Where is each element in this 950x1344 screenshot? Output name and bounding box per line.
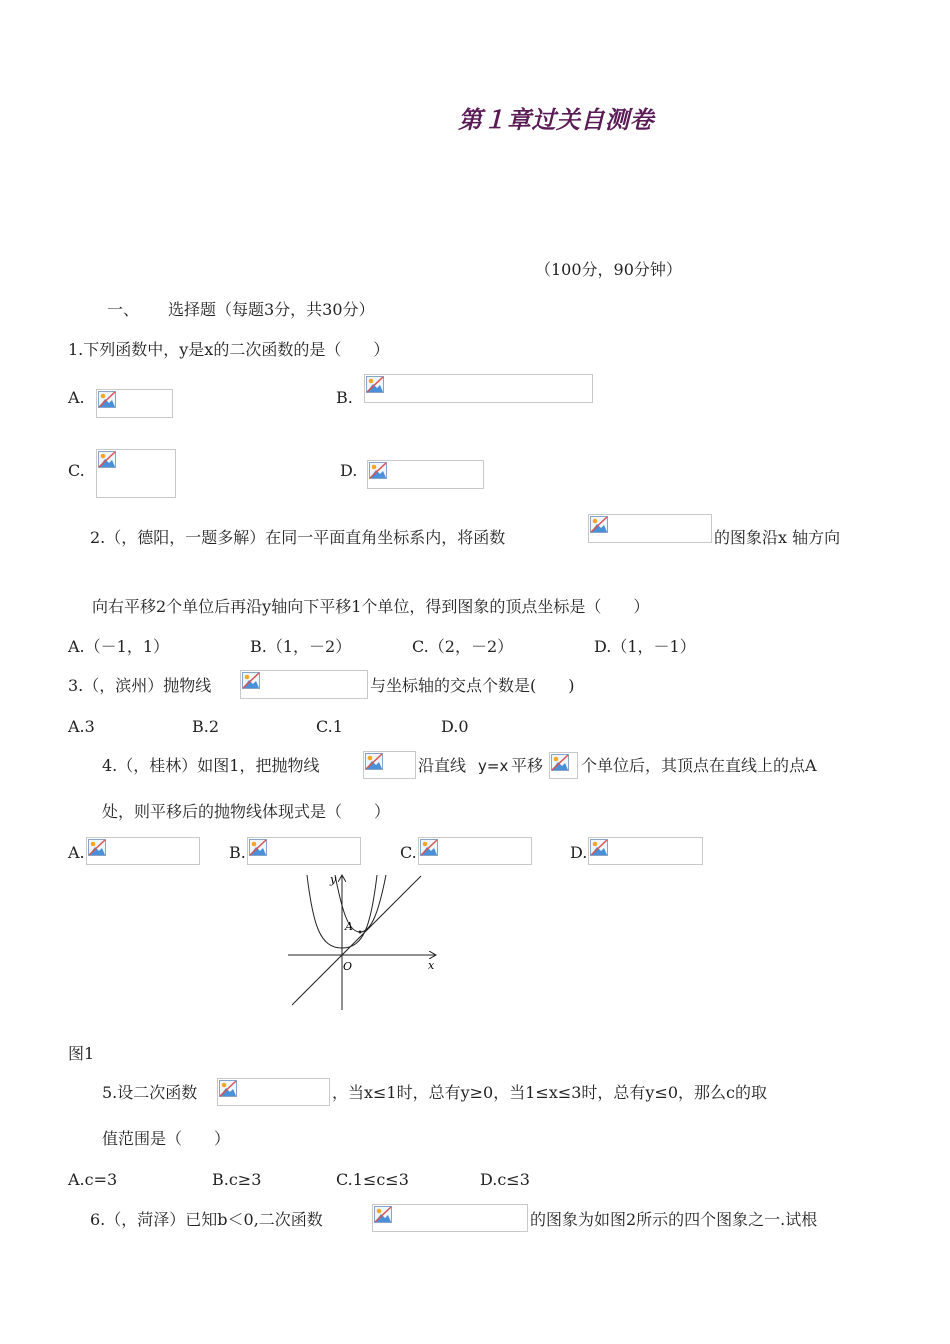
q1-formula-a-image [96, 389, 173, 418]
q6-stem-part2: 的图象为如图2所示的四个图象之一.试根 [530, 1210, 818, 1229]
broken-image-icon [365, 753, 383, 770]
q4-option-a: A. [68, 843, 85, 862]
q5-stem-part2: ，当x≤1时，总有y≥0，当1≤x≤3时，总有y≤0，那么c的取 [332, 1083, 768, 1102]
q6-stem-part1: 6.（，菏泽）已知b＜0,二次函数 [90, 1210, 323, 1229]
broken-image-icon [88, 839, 106, 856]
broken-image-icon [374, 1206, 392, 1223]
figure-1-caption: 图1 [68, 1044, 95, 1063]
q4-formula-a-image [86, 837, 200, 865]
broken-image-icon [420, 839, 438, 856]
q1-formula-c-image [96, 449, 176, 498]
score-time: （100分，90分钟） [535, 260, 682, 279]
broken-image-icon [98, 391, 116, 408]
figure-label-origin: O [343, 960, 353, 973]
q1-option-a: A. [68, 388, 85, 407]
q5-option-b: B.c≥3 [212, 1170, 262, 1189]
q4-option-b: B. [229, 843, 246, 862]
figure-label-a: A [345, 920, 353, 933]
section-number: 一、 [107, 300, 140, 319]
broken-image-icon [590, 839, 608, 856]
q2-stem-part1: 2.（，德阳，一题多解）在同一平面直角坐标系内，将函数 [90, 528, 506, 547]
q4-distance-image [549, 752, 578, 779]
q4-parabola-image [363, 751, 416, 779]
q4-option-c: C. [400, 843, 417, 862]
shifted-parabola [335, 875, 386, 932]
q3-stem-part2: 与坐标轴的交点个数是( ) [370, 676, 575, 695]
broken-image-icon [551, 754, 569, 771]
q5-stem-part1: 5.设二次函数 [102, 1083, 198, 1102]
q5-function-image [217, 1078, 330, 1106]
broken-image-icon [219, 1080, 237, 1097]
q1-stem: 1.下列函数中，y是x的二次函数的是（ ） [68, 340, 390, 359]
q6-function-image [372, 1204, 528, 1232]
q5-option-a: A.c=3 [68, 1170, 118, 1189]
q5-option-d: D.c≤3 [480, 1170, 530, 1189]
section-heading: 选择题（每题3分，共30分） [168, 300, 375, 319]
q4-stem-part5: 处，则平移后的抛物线体现式是（ ） [102, 802, 391, 821]
figure-label-x: x [428, 959, 435, 972]
broken-image-icon [249, 839, 267, 856]
q1-option-b: B. [336, 388, 353, 407]
broken-image-icon [98, 451, 116, 468]
q2-stem-part2: 的图象沿x 轴方向 [714, 528, 841, 547]
q4-option-d: D. [570, 843, 588, 862]
q1-option-d: D. [340, 461, 358, 480]
q4-formula-b-image [247, 837, 361, 865]
point-a-marker [359, 931, 362, 934]
q5-stem-part3: 值范围是（ ） [102, 1129, 231, 1148]
q5-option-c: C.1≤c≤3 [336, 1170, 409, 1189]
q4-formula-c-image [418, 837, 532, 865]
broken-image-icon [369, 462, 387, 479]
q3-option-c: C.1 [316, 717, 343, 736]
broken-image-icon [590, 516, 608, 533]
figure-label-y: y [330, 873, 337, 886]
q3-option-b: B.2 [192, 717, 220, 736]
broken-image-icon [242, 672, 260, 689]
q2-option-d: D.（1，－1） [594, 637, 696, 656]
broken-image-icon [366, 376, 384, 393]
q2-option-a: A.（－1，1） [68, 637, 170, 656]
line-y-equals-x [292, 876, 421, 1005]
q3-option-d: D.0 [441, 717, 469, 736]
q4-stem-part1: 4.（，桂林）如图1，把抛物线 [102, 756, 320, 775]
q1-formula-b-image [364, 374, 593, 403]
q4-formula-d-image [588, 837, 703, 865]
q4-stem-part4: 个单位后，其顶点在直线上的点A [581, 756, 817, 775]
q4-line-equation: y=x [478, 757, 509, 775]
q2-stem-part3: 向右平移2个单位后再沿y轴向下平移1个单位，得到图象的顶点坐标是（ ） [92, 597, 650, 616]
q3-option-a: A.3 [68, 717, 95, 736]
q3-stem-part1: 3.（，滨州）抛物线 [68, 676, 212, 695]
q2-option-c: C.（2，－2） [412, 637, 514, 656]
page-title: 第１章过关自测卷 [458, 106, 654, 134]
q3-parabola-image [240, 670, 368, 699]
q2-function-image [588, 514, 712, 543]
q4-stem-part3: 平移 [511, 756, 544, 775]
q1-formula-d-image [367, 460, 484, 489]
q4-stem-part2: 沿直线 [418, 756, 467, 775]
figure-1-graph [285, 870, 445, 1015]
q1-option-c: C. [68, 461, 85, 480]
q2-option-b: B.（1，－2） [250, 637, 352, 656]
